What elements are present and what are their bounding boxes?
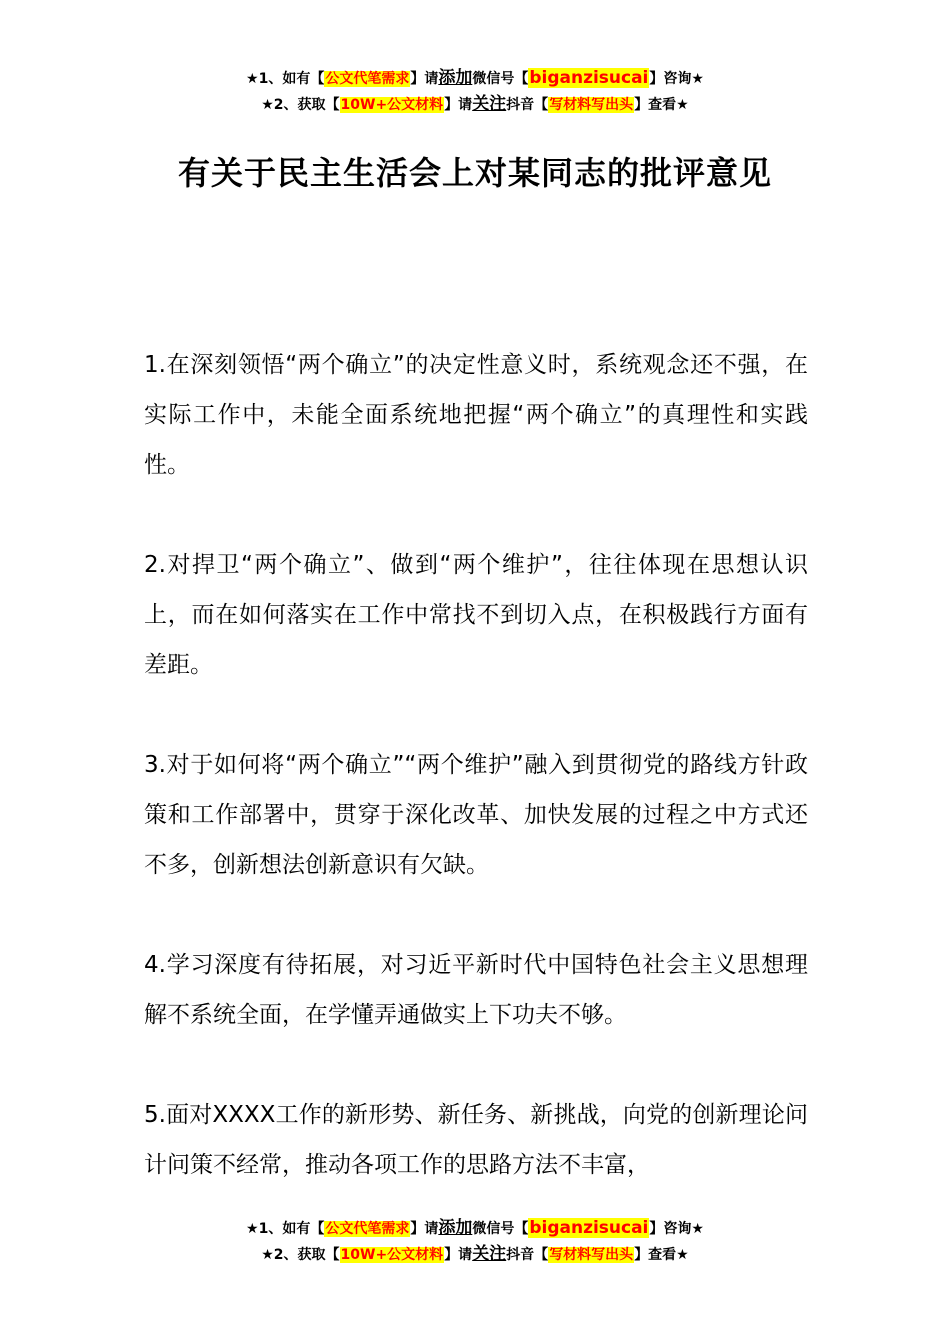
- promo-footer-line-1-highlight-wechat: biganzisucai: [529, 1218, 649, 1238]
- promo-line-2-highlight-materials: 10W+公文材料: [340, 97, 444, 113]
- paragraph-1: 1.在深刻领悟“两个确立”的决定性意义时，系统观念还不强，在实际工作中，未能全面系统地把握“两个确立”的真理性和实践性。: [144, 352, 808, 478]
- promo-footer-line-2-mid: 】请: [444, 1247, 473, 1263]
- promo-footer-line-2-suffix: 】查看★: [634, 1247, 689, 1263]
- promo-line-1-underline: 添加: [438, 68, 473, 88]
- document-body: [144, 340, 808, 1240]
- promo-line-1-suffix: 】咨询★: [649, 71, 704, 87]
- promo-line-2-underline: 关注: [472, 94, 507, 114]
- promo-footer-line-2-mid2: 抖音【: [506, 1247, 549, 1263]
- promo-footer: [0, 1216, 950, 1268]
- promo-footer-line-2: [0, 1242, 950, 1268]
- promo-line-1-mid2: 微信号【: [472, 71, 529, 87]
- paragraph-5: 5.面对XXXX工作的新形势、新任务、新挑战，向党的创新理论问计问策不经常，推动各项工作的思路方法不丰富，: [144, 1102, 808, 1178]
- promo-line-1-highlight-service: 公文代笔需求: [325, 71, 410, 87]
- paragraph-4: 4.学习深度有待拓展，对习近平新时代中国特色社会主义思想理解不系统全面，在学懂弄通做实上下功夫不够。: [144, 952, 808, 1028]
- promo-footer-line-1-suffix: 】咨询★: [649, 1221, 704, 1237]
- promo-line-1-mid: 】请: [410, 71, 439, 87]
- promo-footer-line-1-underline: 添加: [438, 1218, 473, 1238]
- promo-line-2: [0, 92, 950, 118]
- promo-line-2-mid2: 抖音【: [506, 97, 549, 113]
- promo-footer-line-1-highlight-service: 公文代笔需求: [325, 1221, 410, 1237]
- promo-footer-line-1-mid2: 微信号【: [472, 1221, 529, 1237]
- promo-footer-line-1-prefix: ★1、如有【: [246, 1221, 325, 1237]
- promo-line-2-highlight-douyin: 写材料写出头: [549, 97, 634, 113]
- promo-footer-line-2-prefix: ★2、获取【: [261, 1247, 340, 1263]
- promo-footer-line-2-highlight-douyin: 写材料写出头: [549, 1247, 634, 1263]
- promo-line-2-suffix: 】查看★: [634, 97, 689, 113]
- promo-footer-line-1-mid: 】请: [410, 1221, 439, 1237]
- paragraph-3: 3.对于如何将“两个确立”“两个维护”融入到贯彻党的路线方针政策和工作部署中，贯穿于深化改革、加快发展的过程之中方式还不多，创新想法创新意识有欠缺。: [144, 752, 808, 878]
- promo-line-1-highlight-wechat: biganzisucai: [529, 68, 649, 88]
- promo-line-1-prefix: ★1、如有【: [246, 71, 325, 87]
- promo-footer-line-2-highlight-materials: 10W+公文材料: [340, 1247, 444, 1263]
- promo-line-2-prefix: ★2、获取【: [261, 97, 340, 113]
- promo-line-2-mid: 】请: [444, 97, 473, 113]
- paragraph-2: 2.对捍卫“两个确立”、做到“两个维护”，往往体现在思想认识上，而在如何落实在工作中常找不到切入点，在积极践行方面有差距。: [144, 552, 808, 678]
- promo-footer-line-2-underline: 关注: [472, 1244, 507, 1264]
- promo-line-1: [0, 66, 950, 92]
- document-title: 有关于民主生活会上对某同志的批评意见: [177, 154, 772, 192]
- promo-header: [0, 66, 950, 118]
- promo-footer-line-1: [0, 1216, 950, 1242]
